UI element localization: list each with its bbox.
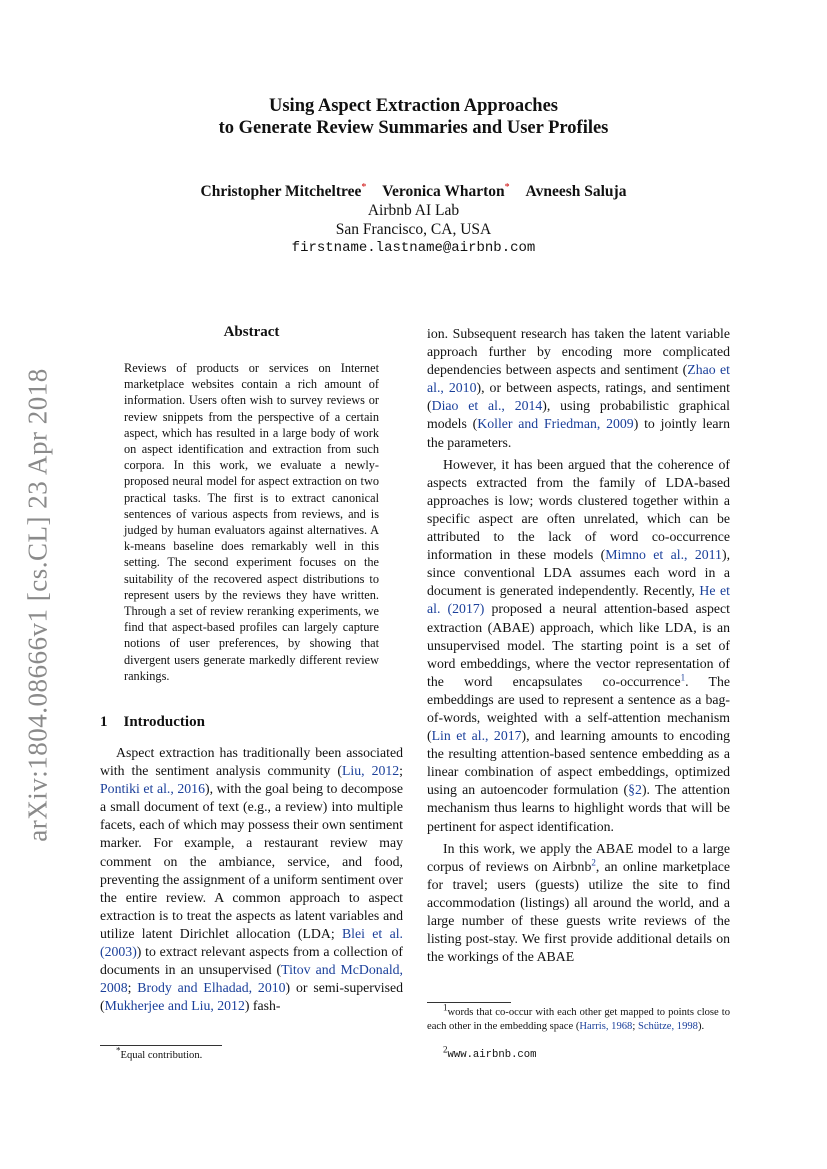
intro-right-column — [427, 325, 730, 966]
citation-link[interactable]: He et al. (2017) — [427, 583, 730, 617]
citation-link[interactable]: Blei et al. (2003) — [100, 925, 403, 960]
section-reference-link[interactable]: §2 — [628, 782, 642, 798]
intro-paragraph-1: Aspect extraction has traditionally been associated with the sentiment analysis community (Liu, 2012; Pontiki et al., 2016), with the goal being to decompose a small document of text (e.g., a review) into multiple facets, each of which may possess their own sentiment marker. For example, a restaurant review may comment on the ambiance, service, and food, preventing the assignment of a uniform sentiment over the entire review. A common approach to aspect extraction is to treat the aspects as latent variables and utilize latent Dirichlet allocation (LDA; Blei et al. (2003)) to extract relevant aspects from a collection of documents in an unsupervised (Titov and McDonald, 2008; Brody and Elhadad, 2010) or semi-supervised (Mukherjee and Liu, 2012) fash- — [100, 745, 404, 1014]
citation-link[interactable]: Mimno et al., 2011 — [605, 547, 722, 563]
arxiv-identifier — [18, 370, 58, 840]
footnote-marker-1[interactable]: 1 — [680, 672, 686, 683]
location: San Francisco, CA, USA — [335, 221, 492, 239]
citation-link[interactable]: Titov and McDonald, 2008 — [100, 962, 403, 996]
citation-link[interactable]: Brody and Elhadad, 2010 — [137, 980, 286, 996]
author-block — [0, 178, 827, 258]
paper-title — [0, 95, 827, 139]
intro-left-column — [100, 744, 403, 1015]
citation-link[interactable]: Lin et al., 2017 — [431, 728, 522, 744]
citation-link[interactable]: Diao et al., 2014 — [431, 398, 543, 414]
citation-link[interactable]: Schütze, 1998 — [637, 1020, 698, 1032]
citation-link[interactable]: Koller and Friedman, 2009 — [477, 416, 634, 432]
arxiv-identifier-text: arXiv:1804.08666v1 [cs.CL] 23 Apr 2018 — [22, 368, 53, 842]
footnote-2: $^2$www.airbnb.com — [443, 1044, 537, 1061]
citation-link[interactable]: Liu, 2012 — [341, 763, 400, 779]
airbnb-url[interactable]: www.airbnb.com — [447, 1049, 537, 1061]
author-email: firstname.lastname@airbnb.com — [291, 240, 536, 257]
author-2: Veronica Wharton* — [382, 182, 510, 201]
section-title: Introduction — [123, 714, 205, 730]
author-3: Avneesh Saluja — [525, 183, 627, 201]
footnote-marker-2[interactable]: 2 — [591, 857, 596, 868]
affiliation: Airbnb AI Lab — [367, 202, 460, 220]
title-line-1: Using Aspect Extraction Approaches — [269, 96, 558, 116]
section-number: 1 — [100, 714, 108, 730]
citation-link[interactable]: Harris, 1968 — [579, 1020, 633, 1032]
intro-paragraph-3: However, it has been argued that the coherence of aspects extracted from the family of LDA-based approaches is low; words clustered together within a specific aspect are often unrelated, which can be attributed to the lack of word co-occurrence information in these models (Mimno et al., 2011), since conventional LDA assumes each word in a document is generated independently. Recently, He et al. (2017) proposed a neural attention-based aspect extraction (ABAE) approach, which like LDA, is an unsupervised model. The starting point is a set of word embeddings, where the vector representation of the word encapsulates co-occurrence$^1$. The embeddings are used to represent a sentence as a bag-of-words, weighted with a self-attention mechanism (Lin et al., 2017), and learning amounts to encoding the resulting attention-based sentence embedding as a linear combination of aspect embeddings, optimized using an autoencoder formulation (§2). The attention mechanism thus learns to highlight words that will be pertinent for aspect identification. — [427, 456, 731, 834]
footnote-divider-right — [427, 1002, 511, 1003]
author-1: Christopher Mitcheltree* — [200, 182, 367, 201]
abstract-text: Reviews of products or services on Internet marketplace websites contain a rich amount of information. Users often wish to survey reviews or review snippets from the perspective of a certain aspect, which has resulted in a large body of work on aspect identification and extraction from such corpora. In this work, we evaluate a newly-proposed neural model for aspect extraction on two practical tasks. The first is to extract canonical sentences of various aspects from reviews, and is judged by human evaluators against alternatives. A k-means baseline does remarkably well in this setting. The second experiment focuses on the suitability of the recovered aspect distributions to represent users by the reviews they have written. Through a set of review reranking experiments, we find that aspect-based profiles can largely capture notions of user preferences, by showing that divergent users generate markedly different review rankings. — [124, 361, 379, 683]
footnote-equal-contribution: *Equal contribution. — [116, 1045, 203, 1061]
intro-paragraph-4: In this work, we apply the ABAE model to a large corpus of reviews on Airbnb$^2$, an online marketplace for travel; users (guests) utilize the site to find accommodation (listings) all around the world, and a large number of these guests write reviews of the listing post-stay. We first provide additional details on the workings of the ABAE — [427, 840, 730, 965]
section-heading-introduction — [100, 714, 205, 731]
footnote-1: $^1$words that co-occur with each other get mapped to points close to each other in the embedding space (Harris, 1968; Schütze, 1998). — [427, 1002, 730, 1032]
citation-link[interactable]: Pontiki et al., 2016 — [100, 781, 205, 797]
abstract-heading: Abstract — [223, 324, 280, 340]
intro-paragraph-2: ion. Subsequent research has taken the latent variable approach further by encoding more complicated dependencies between aspects and sentiment (Zhao et al., 2010), or between aspects, ratings, and sentiment (Diao et al., 2014), using probabilistic graphical models (Koller and Friedman, 2009) to jointly learn the parameters. — [427, 326, 730, 450]
author-names — [0, 178, 827, 201]
citation-link[interactable]: Zhao et al., 2010 — [427, 362, 730, 396]
title-line-2: to Generate Review Summaries and User Profiles — [218, 118, 609, 138]
citation-link[interactable]: Mukherjee and Liu, 2012 — [104, 998, 245, 1014]
